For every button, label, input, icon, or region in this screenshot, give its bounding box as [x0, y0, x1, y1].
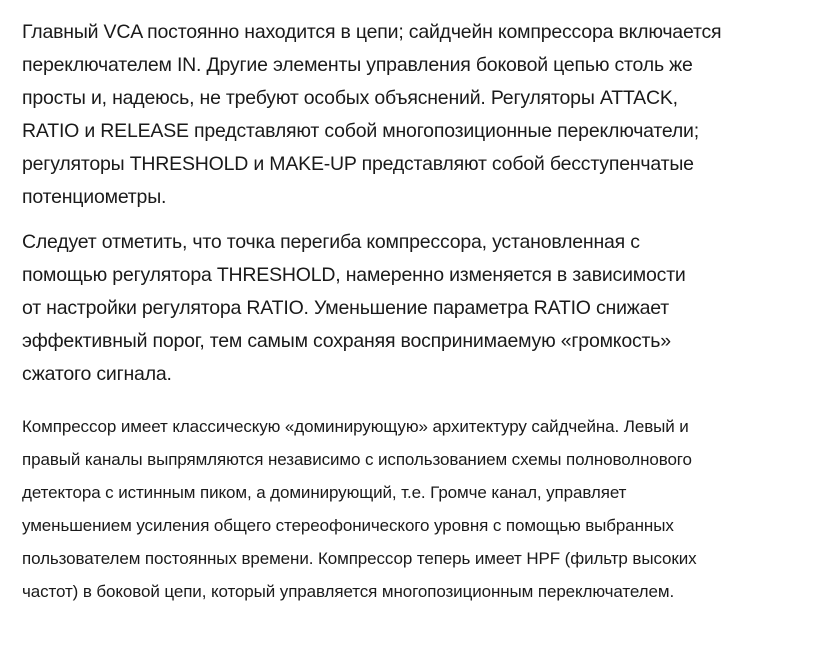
text-line: Следует отметить, что точка перегиба компрессора, установленная с — [22, 231, 640, 253]
paragraph-threshold-ratio — [22, 226, 822, 391]
text-line: Компрессор имеет классическую «доминирующую» архитектуру сайдчейна. Левый и — [22, 417, 689, 436]
text-line: переключателем IN. Другие элементы управления боковой цепью столь же — [22, 54, 693, 76]
text-line: помощью регулятора THRESHOLD, намеренно изменяется в зависимости — [22, 264, 686, 286]
text-line: просты и, надеюсь, не требуют особых объяснений. Регуляторы ATTACK, — [22, 87, 678, 109]
paragraph-sidechain-architecture — [22, 410, 822, 608]
text-line: Главный VCA постоянно находится в цепи; сайдчейн компрессора включается — [22, 21, 722, 43]
text-line: потенциометры. — [22, 186, 167, 208]
text-line: частот) в боковой цепи, который управляется многопозиционным переключателем. — [22, 582, 675, 601]
paragraph-vca-controls — [22, 16, 822, 214]
text-line: от настройки регулятора RATIO. Уменьшение параметра RATIO снижает — [22, 297, 670, 319]
text-line: RATIO и RELEASE представляют собой многопозиционные переключатели; — [22, 120, 699, 142]
text-line: регуляторы THRESHOLD и MAKE-UP представляют собой бесступенчатые — [22, 153, 694, 175]
text-line: эффективный порог, тем самым сохраняя воспринимаемую «громкость» — [22, 330, 671, 352]
text-line: пользователем постоянных времени. Компрессор теперь имеет HPF (фильтр высоких — [22, 549, 697, 568]
text-line: правый каналы выпрямляются независимо с использованием схемы полноволнового — [22, 450, 692, 469]
text-line: уменьшением усиления общего стереофонического уровня с помощью выбранных — [22, 516, 674, 535]
text-line: детектора с истинным пиком, а доминирующий, т.е. Громче канал, управляет — [22, 483, 627, 502]
text-line: сжатого сигнала. — [22, 363, 172, 385]
